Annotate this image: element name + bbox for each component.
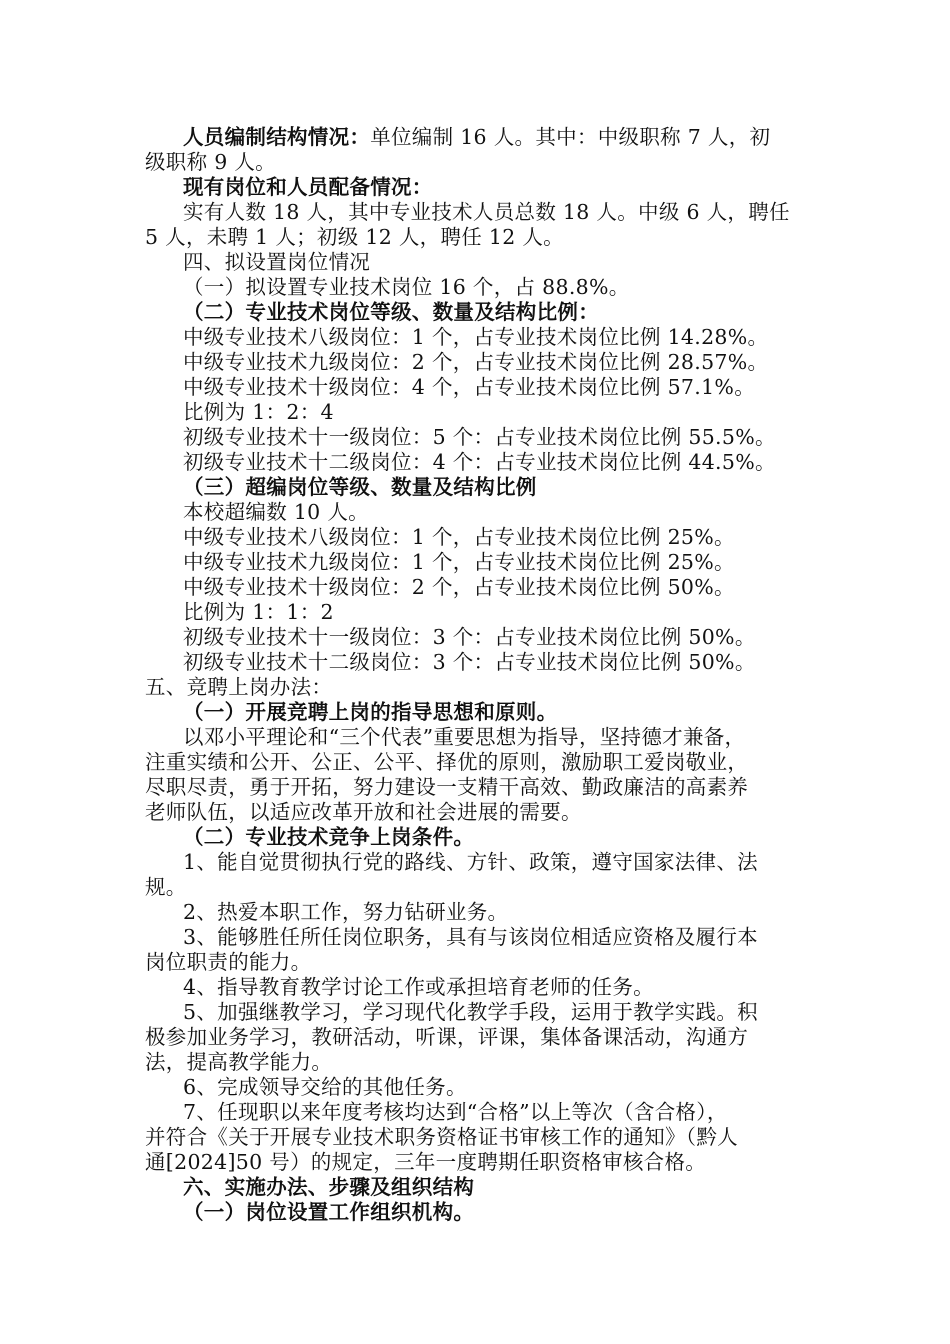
line-text: 规。 [145,875,187,899]
text-line [183,275,630,300]
line-text: 初级专业技术十一级岗位：3 个：占专业技术岗位比例 50%。 [183,625,756,649]
bold-heading: （二）专业技术竞争上岗条件。 [183,825,475,849]
text-line [145,750,748,775]
line-text: 中级专业技术十级岗位：2 个，占专业技术岗位比例 50%。 [183,575,735,599]
line-text: 五、竞聘上岗办法： [145,675,333,699]
line-text: 5 人，未聘 1 人；初级 12 人，聘任 12 人。 [145,225,564,249]
line-text: 单位编制 16 人。其中：中级职称 7 人，初 [370,125,771,149]
line-text: 通[2024]50 号）的规定，三年一度聘期任职资格审核合格。 [145,1150,707,1174]
text-line [183,400,334,425]
text-line [183,425,776,450]
text-line [145,1150,706,1175]
text-line [183,1075,467,1100]
text-line [145,150,276,175]
bold-heading: （二）专业技术岗位等级、数量及结构比例： [183,300,599,324]
line-text: 极参加业务学习，教研活动，听课，评课，集体备课活动，沟通方 [145,1025,749,1049]
text-line [145,225,564,250]
bold-heading: 现有岗位和人员配备情况： [183,175,433,199]
line-text: 4、指导教育教学讨论工作或承担培育老师的任务。 [183,975,654,999]
text-line [183,1000,758,1025]
text-line [183,625,756,650]
line-text: 7、任现职以来年度考核均达到“合格”以上等次（含合格）， [183,1100,728,1124]
bold-heading: （一）岗位设置工作组织机构。 [183,1200,475,1224]
line-text: 老师队伍，以适应改革开放和社会进展的需要。 [145,800,582,824]
text-line [183,450,776,475]
line-text: 中级专业技术十级岗位：4 个，占专业技术岗位比例 57.1%。 [183,375,755,399]
text-line [183,1100,728,1125]
text-line [183,525,735,550]
line-text: 实有人数 18 人，其中专业技术人员总数 18 人。中级 6 人，聘任 [183,200,790,224]
text-line [183,475,537,500]
text-line [183,175,433,200]
text-line [183,350,768,375]
text-line [183,900,508,925]
text-line [183,975,654,1000]
text-line [183,250,370,275]
text-line [183,550,735,575]
bold-heading: 六、实施办法、步骤及组织结构 [183,1175,475,1199]
line-text: 6、完成领导交给的其他任务。 [183,1075,467,1099]
text-line [183,700,557,725]
line-text: 比例为 1：1：2 [183,600,334,624]
line-text: 初级专业技术十一级岗位：5 个：占专业技术岗位比例 55.5%。 [183,425,776,449]
line-text: 本校超编数 10 人。 [183,500,369,524]
line-text: 2、热爱本职工作，努力钻研业务。 [183,900,509,924]
text-line [183,125,770,150]
line-text: 3、能够胜任所任岗位职务，具有与该岗位相适应资格及履行本 [183,925,758,949]
line-text: 注重实绩和公开、公正、公平、择优的原则，激励职工爱岗敬业， [145,750,749,774]
bold-heading: 人员编制结构情况： [183,125,371,149]
text-line [145,1125,738,1150]
text-line [145,950,311,975]
line-text: 四、拟设置岗位情况 [183,250,371,274]
text-line [145,875,187,900]
line-text: 比例为 1：2：4 [183,400,334,424]
text-line [183,1175,474,1200]
text-line [183,725,745,750]
line-text: （一）拟设置专业技术岗位 16 个，占 88.8%。 [183,275,630,299]
text-line [183,600,334,625]
text-line [145,1050,332,1075]
text-line [183,825,474,850]
text-line [145,675,332,700]
text-line [183,375,755,400]
text-line [145,775,748,800]
line-text: 中级专业技术八级岗位：1 个，占专业技术岗位比例 25%。 [183,525,735,549]
text-line [183,300,599,325]
text-line [183,325,768,350]
text-line [183,200,790,225]
line-text: 并符合《关于开展专业技术职务资格证书审核工作的通知》（黔人 [145,1125,738,1149]
line-text: 岗位职责的能力。 [145,950,312,974]
line-text: 初级专业技术十二级岗位：4 个：占专业技术岗位比例 44.5%。 [183,450,776,474]
line-text: 中级专业技术九级岗位：1 个，占专业技术岗位比例 25%。 [183,550,735,574]
line-text: 尽职尽责，勇于开拓，努力建设一支精干高效、勤政廉洁的高素养 [145,775,749,799]
text-line [145,1025,748,1050]
line-text: 初级专业技术十二级岗位：3 个：占专业技术岗位比例 50%。 [183,650,756,674]
text-line [183,575,735,600]
line-text: 以邓小平理论和“三个代表”重要思想为指导，坚持德才兼备， [183,725,746,749]
line-text: 中级专业技术九级岗位：2 个，占专业技术岗位比例 28.57%。 [183,350,769,374]
text-line [145,800,582,825]
line-text: 法，提高教学能力。 [145,1050,333,1074]
text-line [183,650,756,675]
text-line [183,925,758,950]
line-text: 1、能自觉贯彻执行党的路线、方针、政策，遵守国家法律、法 [183,850,758,874]
line-text: 5、加强继教学习，学习现代化教学手段，运用于教学实践。积 [183,1000,758,1024]
text-line [183,850,758,875]
line-text: 级职称 9 人。 [145,150,276,174]
bold-heading: （三）超编岗位等级、数量及结构比例 [183,475,537,499]
line-text: 中级专业技术八级岗位：1 个，占专业技术岗位比例 14.28%。 [183,325,769,349]
text-line [183,500,369,525]
bold-heading: （一）开展竞聘上岗的指导思想和原则。 [183,700,558,724]
text-line [183,1200,474,1225]
